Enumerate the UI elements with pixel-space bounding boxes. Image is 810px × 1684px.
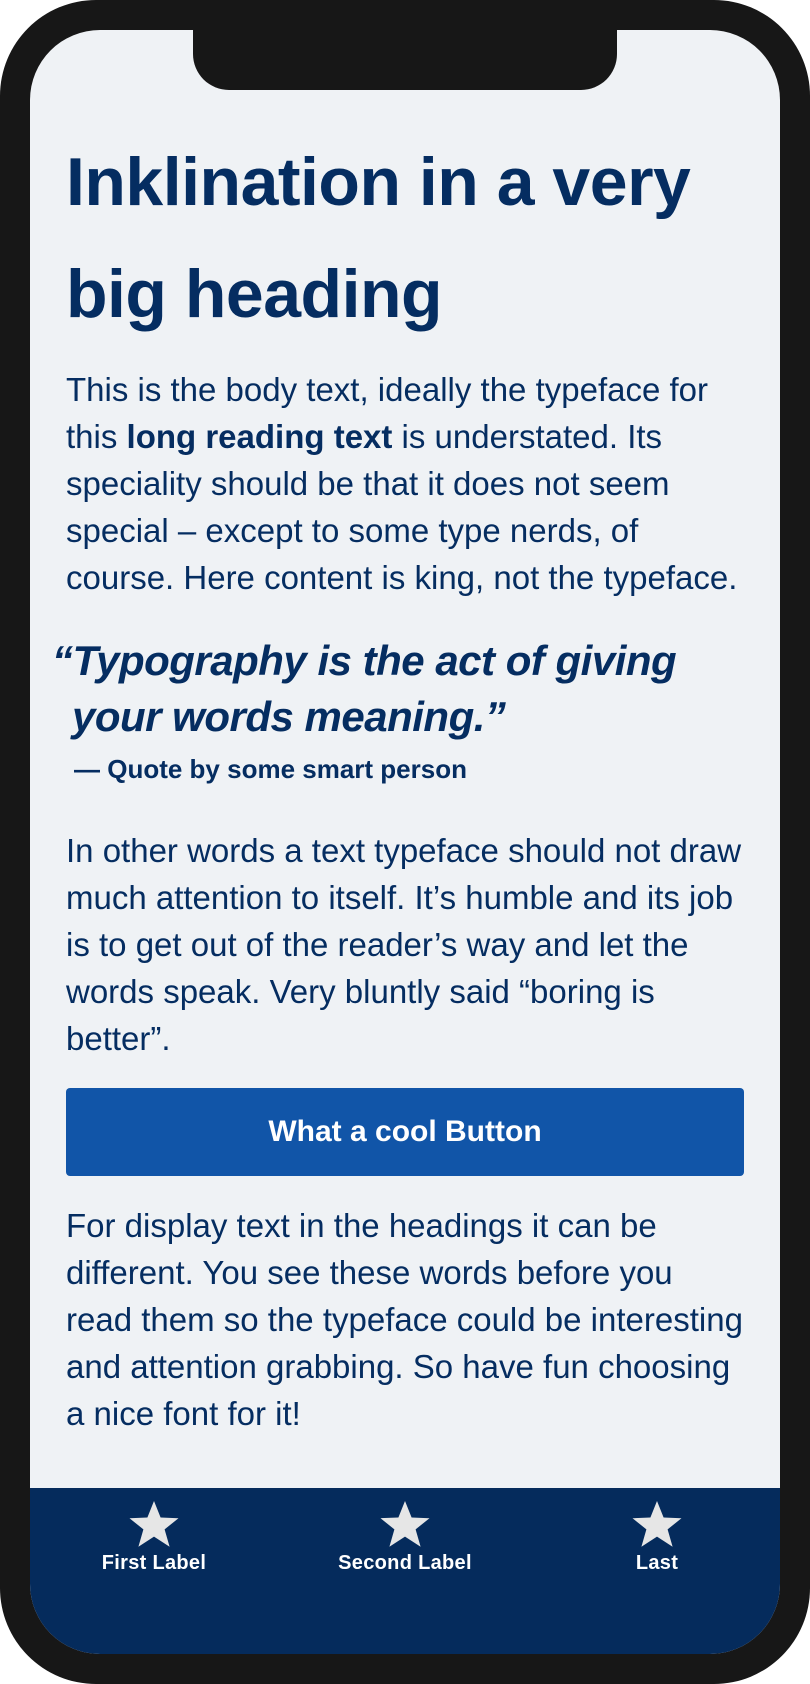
paragraph-text: is understated. Its speciality should be that it does not seem special – except to some type nerds, of course. Here content is king, not the typeface.	[66, 418, 738, 596]
page-title: Inklination in a very big heading	[66, 144, 691, 332]
star-icon	[128, 1500, 180, 1550]
star-icon	[379, 1500, 431, 1550]
tab-last[interactable]	[557, 1500, 757, 1575]
quote-line-1: “Typography is the act of giving	[52, 637, 677, 684]
body-paragraph-1	[66, 366, 744, 601]
article	[52, 126, 744, 1437]
tab-label: Last	[635, 1552, 679, 1574]
star-icon	[631, 1500, 683, 1550]
tab-first[interactable]	[54, 1500, 254, 1575]
body-paragraph-3: For display text in the headings it can be different. You see these words before you read them so the typeface could be interesting and attention grabbing. So have fun choosing a nice font for it!	[66, 1207, 743, 1432]
paragraph-text: This is the body text, ideally the typeface for this	[66, 371, 709, 455]
tab-bar	[30, 1488, 780, 1654]
quote-attribution: — Quote by some smart person	[74, 754, 467, 784]
quote-line-2: your words meaning.”	[72, 693, 506, 740]
tab-second[interactable]	[305, 1500, 505, 1575]
body-paragraph-2: In other words a text typeface should not draw much attention to itself. It’s humble and its job is to get out of the reader’s way and let the words speak. Very bluntly said “boring is better”.	[66, 832, 742, 1057]
screen	[30, 30, 780, 1654]
tab-label: First Label	[101, 1552, 207, 1574]
notch	[193, 30, 617, 90]
pull-quote	[52, 633, 744, 745]
bold-text: long reading text	[126, 418, 393, 455]
tab-label: Second Label	[338, 1552, 472, 1574]
cool-button[interactable]: What a cool Button	[66, 1088, 744, 1176]
